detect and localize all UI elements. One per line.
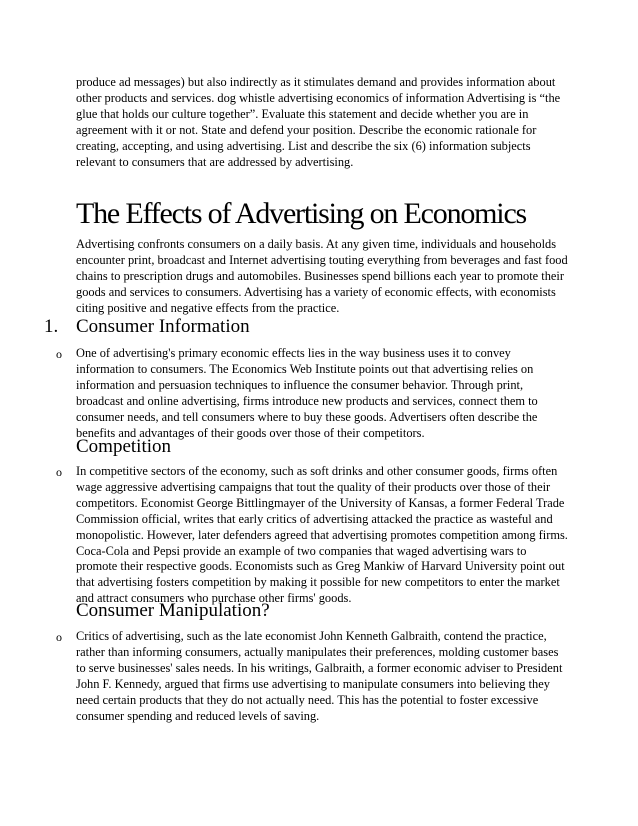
page-title: The Effects of Advertising on Economics	[76, 197, 527, 230]
section-heading-consumer-manipulation: Consumer Manipulation?	[76, 600, 270, 621]
section-heading-consumer-information: Consumer Information	[76, 316, 250, 337]
section-text-competition: In competitive sectors of the economy, such as soft drinks and other consumer goods, firms often wage aggressive advertising campaigns that tout the quality of their products over those of their competitors. Economist George Bittlingmayer of the University of Kansas, a former Federal Trade Commission official, writes that early critics of advertising attacked the practice as wasteful and monopolistic. However, later defenders agreed that advertising promotes competition among firms. Coca-Cola and Pepsi provide an example of two companies that waged advertising wars to promote their respective goods. Economists such as Greg Mankiw of Harvard University point out that advertising fosters competition by making it possible for new competitors to enter the market and attract consumers who purchase other firms' goods.	[76, 464, 568, 606]
section-text-consumer-information: One of advertising's primary economic effects lies in the way business uses it to convey information to consumers. The Economics Web Institute points out that advertising relies on information and persuasion techniques to influence the consumer behavior. Through print, broadcast and online advertising, firms introduce new products and services, connect them to consumer needs, and tell consumers where to buy these goods. Advertisers often describe the benefits and advantages of their goods over those of their competitors.	[76, 346, 538, 440]
section-text-consumer-manipulation: Critics of advertising, such as the late economist John Kenneth Galbraith, contend the practice, rather than informing consumers, actually manipulates their preferences, molding customer bases to serve businesses' sales needs. In his writings, Galbraith, a former economic adviser to President John F. Kennedy, argued that firms use advertising to manipulate consumers into believing they need certain products that they do not actually need. This has the potential to foster excessive consumer spending and reduced levels of saving.	[76, 629, 563, 723]
bullet-marker: o	[56, 465, 62, 479]
lead-paragraph: Advertising confronts consumers on a daily basis. At any given time, individuals and households encounter print, broadcast and Internet advertising touting everything from beverages and fast food chains to prescription drugs and automobiles. Businesses spend billions each year to promote their goods and services to consumers. Advertising has a variety of economic effects, with economists citing positive and negative effects from the practice.	[76, 237, 568, 315]
section-number: 1.	[44, 316, 59, 337]
bullet-marker: o	[56, 630, 62, 644]
bullet-marker: o	[56, 347, 62, 361]
intro-paragraph: produce ad messages) but also indirectly as it stimulates demand and provides information about other products and services. dog whistle advertising economics of information Advertising is “the glue that holds our culture together”. Evaluate this statement and decide whether you are in agreement with it or not. State and defend your position. Describe the economic rationale for creating, accepting, and using advertising. List and describe the six (6) information subjects relevant to consumers that are addressed by advertising.	[76, 75, 561, 169]
section-heading-competition: Competition	[76, 436, 171, 457]
